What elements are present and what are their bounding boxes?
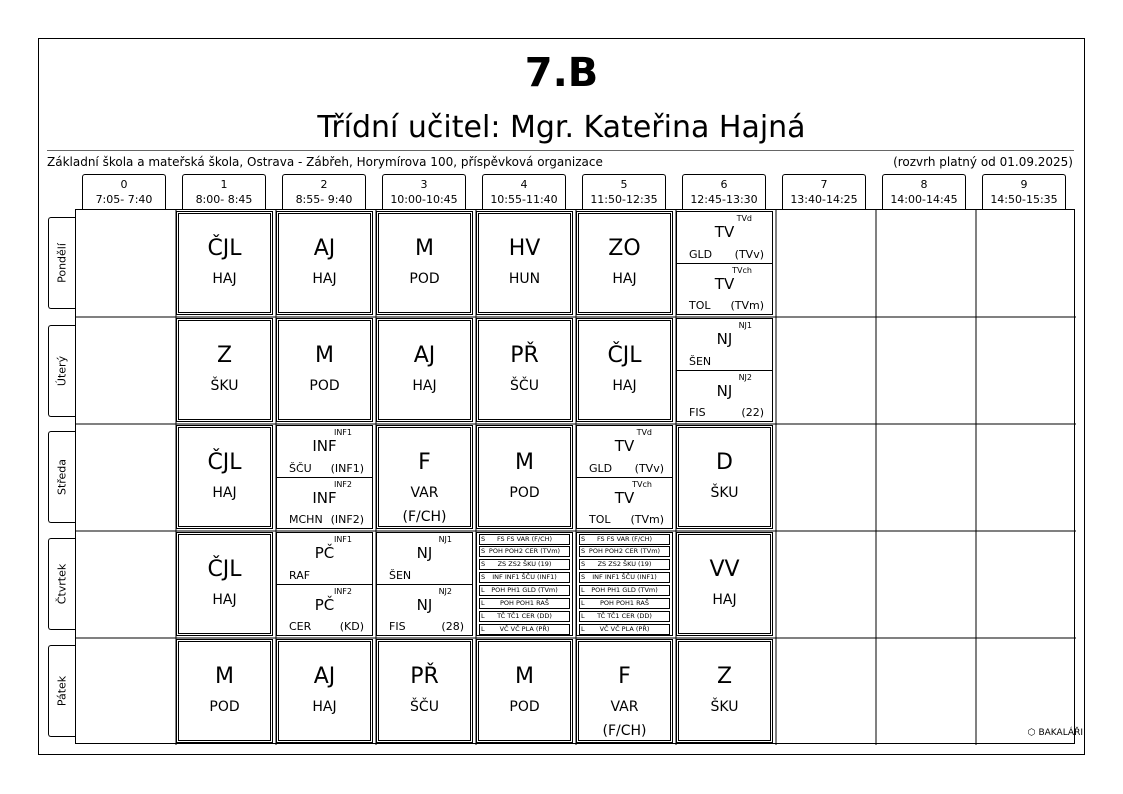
option-row[interactable]: S POH POH2 CER (TVm) xyxy=(479,546,570,557)
brand-logo xyxy=(1028,728,1083,738)
group-lesson[interactable]: TVd TV GLD (TVv) xyxy=(689,214,764,261)
lesson-thu-4-multi[interactable] xyxy=(476,532,573,636)
school-name: Základní škola a mateřská škola, Ostrava - Zábřeh, Horymírova 100, příspěvková organizace xyxy=(47,155,603,169)
lesson-mon-5[interactable]: ZO HAJ xyxy=(576,211,673,315)
group-lesson[interactable]: NJ1 NJ ŠEN xyxy=(389,535,452,582)
period-header-4: 4 10:55-11:40 xyxy=(482,174,566,210)
lesson-fri-5[interactable]: F VAR (F/CH) xyxy=(576,639,673,743)
option-row[interactable]: S INF INF1 ŠČU (INF1) xyxy=(579,572,670,583)
lesson-fri-1[interactable]: M POD xyxy=(176,639,273,743)
option-row[interactable]: L VČ VČ PLA (PŘ) xyxy=(479,624,570,635)
period-header-3: 3 10:00-10:45 xyxy=(382,174,466,210)
divider xyxy=(47,150,1074,151)
lesson-thu-6[interactable]: VV HAJ xyxy=(676,532,773,636)
option-row[interactable]: S FS FS VAR (F/CH) xyxy=(579,534,670,545)
lesson-fri-4[interactable]: M POD xyxy=(476,639,573,743)
group-lesson[interactable]: INF1 INF ŠČU (INF1) xyxy=(289,428,364,475)
period-header-9: 9 14:50-15:35 xyxy=(982,174,1066,210)
lesson-mon-6-split[interactable] xyxy=(676,211,773,315)
option-row[interactable]: S POH POH2 CER (TVm) xyxy=(579,546,670,557)
lesson-fri-6[interactable]: Z ŠKU xyxy=(676,639,773,743)
class-title: 7.B xyxy=(524,50,599,96)
group-lesson[interactable]: TVch TV TOL (TVm) xyxy=(677,263,772,314)
period-header-7: 7 13:40-14:25 xyxy=(782,174,866,210)
group-lesson[interactable]: INF1 PČ RAF xyxy=(289,535,352,582)
lesson-wed-5-split[interactable] xyxy=(576,425,673,529)
lesson-thu-2-split[interactable] xyxy=(276,532,373,636)
group-lesson[interactable]: INF2 PČ CER (KD) xyxy=(277,584,372,635)
lesson-mon-3[interactable]: M POD xyxy=(376,211,473,315)
option-row[interactable]: L POH PH1 GLD (TVm) xyxy=(579,585,670,596)
group-lesson[interactable]: NJ2 NJ FIS (28) xyxy=(377,584,472,635)
lesson-tue-4[interactable]: PŘ ŠČU xyxy=(476,318,573,422)
option-row[interactable]: L TČ TČ1 CER (DD) xyxy=(579,611,670,622)
day-tab-friday: Pátek xyxy=(48,645,75,737)
period-header-8: 8 14:00-14:45 xyxy=(882,174,966,210)
option-row[interactable]: S ZS ZS2 ŠKU (19) xyxy=(579,559,670,570)
group-lesson[interactable]: NJ1 NJ ŠEN xyxy=(689,321,752,368)
period-header-2: 2 8:55- 9:40 xyxy=(282,174,366,210)
group-lesson[interactable]: NJ2 NJ FIS (22) xyxy=(677,370,772,421)
brand-label: BAKALÁŘI xyxy=(1038,728,1083,738)
option-row[interactable]: S ZS ZS2 ŠKU (19) xyxy=(479,559,570,570)
option-row[interactable]: L POH POH1 RAŠ xyxy=(479,598,570,609)
option-row[interactable]: S FS FS VAR (F/CH) xyxy=(479,534,570,545)
group-lesson[interactable]: TVch TV TOL (TVm) xyxy=(577,477,672,528)
lesson-tue-5[interactable]: ČJL HAJ xyxy=(576,318,673,422)
group-lesson[interactable]: INF2 INF MCHN (INF2) xyxy=(277,477,372,528)
lesson-tue-3[interactable]: AJ HAJ xyxy=(376,318,473,422)
lesson-fri-3[interactable]: PŘ ŠČU xyxy=(376,639,473,743)
lesson-wed-6[interactable]: D ŠKU xyxy=(676,425,773,529)
period-header-5: 5 11:50-12:35 xyxy=(582,174,666,210)
lesson-mon-1[interactable]: ČJL HAJ xyxy=(176,211,273,315)
lesson-thu-3-split[interactable] xyxy=(376,532,473,636)
option-row[interactable]: L TČ TČ1 CER (DD) xyxy=(479,611,570,622)
lesson-wed-1[interactable]: ČJL HAJ xyxy=(176,425,273,529)
hexagon-icon: ⬡ xyxy=(1027,728,1036,738)
lesson-wed-2-split[interactable] xyxy=(276,425,373,529)
option-row[interactable]: L POH POH1 RAŠ xyxy=(579,598,670,609)
option-row[interactable]: L POH PH1 GLD (TVm) xyxy=(479,585,570,596)
class-teacher: Třídní učitel: Mgr. Kateřina Hajná xyxy=(317,110,806,145)
option-row[interactable]: S INF INF1 ŠČU (INF1) xyxy=(479,572,570,583)
lesson-tue-1[interactable]: Z ŠKU xyxy=(176,318,273,422)
lesson-tue-6-split[interactable] xyxy=(676,318,773,422)
period-header-1: 1 8:00- 8:45 xyxy=(182,174,266,210)
validity-date: (rozvrh platný od 01.09.2025) xyxy=(893,155,1073,169)
lesson-wed-3[interactable]: F VAR (F/CH) xyxy=(376,425,473,529)
lesson-thu-5-multi[interactable] xyxy=(576,532,673,636)
day-tab-wednesday: Středa xyxy=(48,431,75,523)
day-tab-thursday: Čtvrtek xyxy=(48,538,75,630)
lesson-thu-1[interactable]: ČJL HAJ xyxy=(176,532,273,636)
option-row[interactable]: L VČ VČ PLA (PŘ) xyxy=(579,624,670,635)
group-lesson[interactable]: TVd TV GLD (TVv) xyxy=(589,428,664,475)
lesson-tue-2[interactable]: M POD xyxy=(276,318,373,422)
lesson-wed-4[interactable]: M POD xyxy=(476,425,573,529)
lesson-fri-2[interactable]: AJ HAJ xyxy=(276,639,373,743)
day-tab-tuesday: Úterý xyxy=(48,325,75,417)
period-header-0: 0 7:05- 7:40 xyxy=(82,174,166,210)
lesson-mon-2[interactable]: AJ HAJ xyxy=(276,211,373,315)
period-header-6: 6 12:45-13:30 xyxy=(682,174,766,210)
lesson-mon-4[interactable]: HV HUN xyxy=(476,211,573,315)
day-tab-monday: Pondělí xyxy=(48,217,75,309)
